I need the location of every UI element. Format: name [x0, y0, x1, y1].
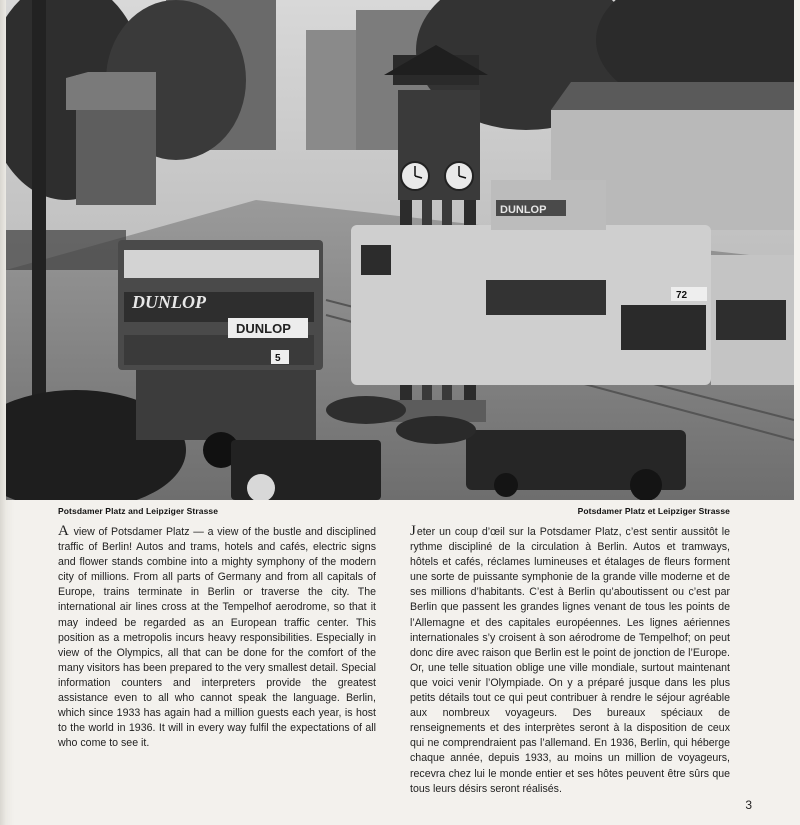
- tram-route-number: 72: [676, 290, 688, 301]
- tram-ad-text: DUNLOP: [500, 204, 547, 216]
- english-lead-letter: A: [58, 523, 69, 539]
- bus-route-number: 5: [275, 353, 281, 364]
- photo-caption-english: Potsdamer Platz and Leipziger Strasse: [58, 506, 219, 516]
- french-text-column: [410, 525, 730, 797]
- page-number: 3: [745, 798, 752, 812]
- bus-ad-text-lower: DUNLOP: [236, 321, 291, 336]
- potsdamer-platz-photo: [6, 0, 794, 500]
- english-body-text: view of Potsdamer Platz — a view of the bustle and disciplined traffic of Berlin! Autos and trams, hotels and cafés, electric signs and flower stands combine into a mighty symphony of the modern city of millions. From all parts of Germany and from all capitals of Europe, trains terminate in Berlin or traverse the city. The international air lines cross at the Tempelhof aerodrome, so that it may indeed be regarded as an European traffic center. This position as a metropolis incurs heavy responsibilities. Especially in view of the Olympics, all that can be done for the comfort of the many visitors has been prepared to the very smallest detail. Special information counters and interpreters provide the greatest assistance even to all who cannot speak the language. Berlin, which since 1933 has again had a million guests each year, is host to the world in 1936. It will in every way fulfil the expectations of all who come to see it.: [58, 526, 376, 750]
- french-body-text: eter un coup d’œil sur la Potsdamer Platz, c’est sentir aussitôt le rythme discipliné de la circulation à Berlin. Autos et tramways, hôtels et cafés, réclames lumineuses et étalages de fleurs forment une sorte de puissante symphonie de la grande ville moderne et de ses millions d’habitants. C’est à Berlin qu’aboutissent ou c’est par Berlin que passent les grandes lignes venant de tous les points de l’Allemagne et des capitales européennes. Les lignes aériennes internationales s’y croisent à son aérodrome de Tempelhof; on peut donc dire avec raison que Berlin est le point de jonction de l’Europe. Or, une telle situation oblige une ville mondiale, surtout maintenant que voici venir l’Olympiade. On y a préparé jusque dans les plus petits détails tout ce qui peut contribuer à rendre le séjour agréable aux nombreux voyageurs. Des bureaux spéciaux de renseignements et des interprètes seront à la disposition de ceux qui ne comprendraient pas l’allemand. En 1936, Berlin, qui héberge chaque année, depuis 1933, au moins un million de voyageurs, recevra chez lui le monde entier et ses hôtes peuvent être sûrs que tous leurs désirs seront réalisés.: [410, 526, 730, 795]
- french-lead-letter: J: [410, 523, 416, 539]
- english-text-column: [58, 525, 376, 751]
- street-photograph: [6, 0, 794, 500]
- photo-caption-french: Potsdamer Platz et Leipziger Strasse: [577, 506, 730, 516]
- bus-ad-text: DUNLOP: [132, 292, 206, 312]
